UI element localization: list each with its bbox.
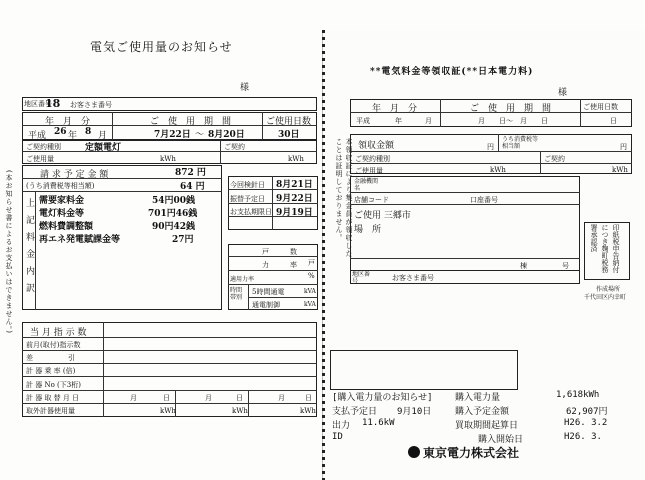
contract-label: ご契約 [224, 143, 245, 151]
customer-no-label: お客さま番号 [70, 101, 112, 109]
perforation [322, 30, 325, 480]
receipt-days-unit: 日 [610, 117, 617, 125]
purchase-period: H26. 3.2 [564, 418, 608, 428]
billing-amount: 872 円 [175, 168, 206, 178]
kva-unit-2: kVA [304, 301, 316, 308]
breakdown-label: 燃料費調整額 [39, 222, 94, 232]
side-note: (本お知らせ書によるお支払いはできません。) [5, 170, 13, 334]
month-label: 月 [130, 394, 137, 402]
power-factor2-label: 適用力率 [230, 276, 255, 283]
purchase-amount: 1,618kWh [556, 390, 600, 400]
bank-place-block [350, 176, 580, 271]
receipt-customer-no-label: お客さま番号 [392, 274, 434, 282]
receipt-col-period: 年 月 分 [372, 104, 418, 114]
usage-unit: kWh [160, 155, 176, 163]
receipt-month-unit: 月 [425, 117, 432, 125]
contract-unit: kWh [288, 155, 304, 163]
tax-amount: 64 円 [180, 182, 205, 192]
start-date: H26. 3. [564, 432, 602, 442]
breakdown-value: 54円00銭 [152, 196, 196, 206]
day-label: 日 [163, 394, 170, 402]
meter-no-label: 計 器 No (下3桁) [26, 381, 81, 389]
kva-unit: kVA [304, 288, 316, 295]
breakdown-side-label: 上記料金内訳 [24, 198, 34, 300]
col-days: ご使用日数 [266, 117, 312, 127]
receipt-era: 平成 [356, 117, 370, 125]
transfer-date: 9月22日 [276, 194, 313, 204]
start-label: 購入開始日 [478, 435, 524, 445]
receipt-usage-label: ご使用量 [355, 167, 383, 175]
removed-unit-1: kWh [160, 407, 176, 415]
receipt-year-unit: 年 [395, 117, 402, 125]
left-title: 電気ご使用量のお知らせ [90, 40, 233, 54]
hours-5: 5時間通電 [252, 288, 285, 296]
area-label: 地区番号 [24, 100, 52, 108]
place-label-2: 場 所 [354, 225, 382, 235]
receipt-contract-type-label: ご契約種別 [355, 155, 390, 163]
breakdown-value: 27円 [172, 235, 194, 245]
col-usage-period: ご 使 用 期 間 [150, 117, 232, 127]
billing-label: 請 求 予 定 金 額 [40, 170, 109, 180]
diff-label: 差 引 [26, 354, 75, 362]
breakdown-label: 需要家料金 [39, 196, 85, 206]
stamp-text: 印紙税申告納付につき麹町税務署承認済 [590, 224, 620, 273]
left-sama: 様 [240, 83, 250, 93]
purchase-price: 62,907円 [566, 407, 608, 417]
purchase-price-label: 購入予定金額 [455, 407, 510, 417]
purchase-period-label: 買取期間起算日 [455, 421, 519, 431]
receipt-from: 月 日〜 月 日 [478, 117, 548, 125]
contract-type: 定額電灯 [85, 143, 122, 153]
multiplier-label: 計 器 乗 率 (倍) [26, 367, 76, 375]
due-date: 9月19日 [276, 208, 313, 218]
purchase-title: [購入電力量のお知らせ] [332, 393, 433, 403]
percent-unit: % [308, 272, 315, 280]
account-label: 口座番号 [470, 196, 498, 204]
id-label: ID [332, 432, 343, 442]
receipt-title: **電気料金等領収証(**日本電力料) [370, 67, 534, 77]
ctrl: 通電制御 [252, 301, 280, 309]
removed-usage-label: 取外計器使用量 [26, 407, 75, 415]
breakdown-label: 再エネ発電賦課金等 [39, 235, 121, 245]
room-unit: 号 [562, 262, 569, 270]
period-to: 8月20日 [208, 130, 245, 140]
receipt-yen: 円 [487, 143, 494, 151]
maker: 千代田区内幸町 [584, 294, 627, 301]
bank-label: 金融機関名 [354, 178, 379, 192]
meter-current-label: 当 月 指 示 数 [30, 328, 87, 338]
month-label-2: 月 [205, 394, 212, 402]
contract-type-label: ご契約種別 [26, 143, 61, 151]
pay-date-label: 支払予定日 [332, 407, 378, 417]
place-label: ご使用 三郷市 [354, 211, 411, 221]
receipt-usage-unit: kWh [490, 166, 506, 174]
maker-label: 作成場所 [596, 286, 621, 293]
period-from: 7月22日 [154, 130, 191, 140]
receipt-tax-note: うち消費税等相当額 [502, 136, 539, 150]
company-name: 東京電力株式会社 [423, 446, 520, 460]
output: 11.6kW [362, 418, 395, 428]
branch-code-label: 店舗コード [354, 196, 389, 204]
month-label-3: 月 [278, 394, 285, 402]
hours-label: 時間帯別 [230, 287, 243, 301]
due-label: お支払期限日 [230, 208, 272, 216]
year-unit: 年 [68, 131, 78, 141]
tax-label: (うち消費税等相当額) [26, 182, 95, 190]
next-meter-label: 今回検針日 [230, 181, 265, 189]
day-label-2: 日 [236, 394, 243, 402]
next-meter: 8月21日 [276, 180, 313, 190]
receipt-amount-label: 領収金額 [358, 141, 395, 151]
receipt-contract-label: ご契約 [544, 155, 565, 163]
households-label: 戸 数 [262, 248, 297, 256]
tepco-logo-icon [408, 446, 420, 458]
era: 平成 [28, 131, 47, 141]
receipt-tax-yen: 円 [620, 143, 627, 151]
period-tilde: 〜 [195, 130, 205, 140]
month-unit: 月 [98, 131, 108, 141]
building-unit: 棟 [520, 262, 527, 270]
breakdown-value: 701円46銭 [148, 209, 198, 219]
breakdown-label: 電灯料金等 [39, 209, 85, 219]
left-header-row [22, 97, 317, 111]
receipt-area-label: 地区番号 [352, 271, 371, 285]
removed-unit-2: kWh [232, 407, 248, 415]
area-number: 18 [45, 97, 61, 110]
receipt-note: 本領収証により集金員が領収したことは証明しておりません。 [335, 138, 353, 258]
output-label: 出力 [332, 421, 351, 431]
days: 30日 [278, 130, 300, 140]
day-label-3: 日 [305, 394, 312, 402]
receipt-col-usage: ご 使 用 期 間 [470, 104, 552, 114]
col-period: 年 月 分 [45, 117, 91, 127]
year: 26 [54, 127, 67, 137]
purchase-amount-label: 購入電力量 [455, 393, 501, 403]
month: 8 [85, 127, 92, 137]
usage-label: ご使用量 [26, 155, 54, 163]
households-unit: 戸 [308, 259, 315, 267]
blank-box [330, 350, 518, 390]
pay-date: 9月10日 [397, 407, 432, 417]
meter-prev-label: 前月(取付)指示数 [26, 341, 81, 349]
receipt-sama: 様 [558, 88, 568, 98]
power-factor-label: 力 率 [262, 261, 297, 269]
removed-unit-3: kWh [300, 407, 316, 415]
receipt-contract-unit: kWh [612, 166, 628, 174]
transfer-label: 振替予定日 [230, 195, 265, 203]
breakdown-value: 90円42銭 [152, 222, 196, 232]
receipt-col-days: ご使用日数 [583, 103, 618, 111]
install-date-label: 計 器 取 替 月 日 [26, 394, 80, 402]
